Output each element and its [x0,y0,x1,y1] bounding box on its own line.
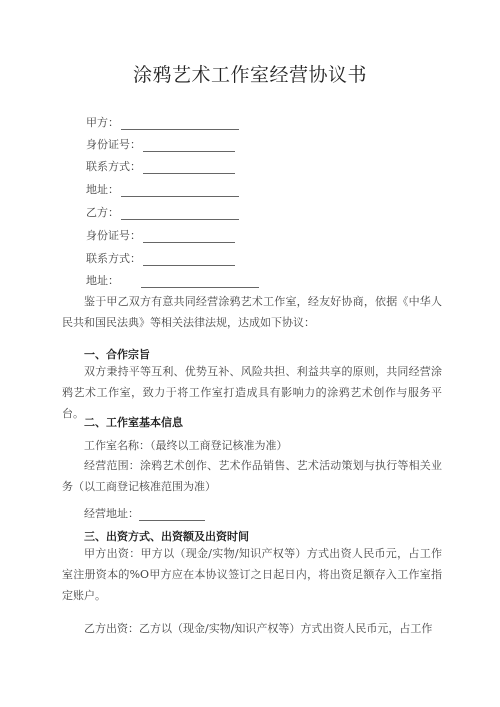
business-address-blank [139,509,205,521]
party-b-address-field [86,272,259,288]
party-b-contribution-paragraph: 乙方出资：乙方以（现金/实物/知识产权等）方式出资人民币元，占工作 [84,622,433,635]
party-b-contact-field [86,250,235,266]
section-3-heading: 三、出资方式、出资额及出资时间 [84,530,249,543]
business-scope-paragraph: 经营范围：涂鸦艺术创作、艺术作品销售、艺术活动策划与执行等相关业务（以工商登记核准范围为准） [62,459,442,493]
party-b-contact-label: 联系方式： [86,252,141,265]
party-b-address-blank [141,276,259,288]
party-a-id-blank [143,140,235,152]
party-a-name-blank [121,118,239,130]
business-address-line [84,505,205,521]
party-a-contribution-paragraph: 甲方出资：甲方以（现金/实物/知识产权等）方式出资人民币元，占工作室注册资本的%O甲方应在本协议签订之日起日内，将出资足额存入工作室指定账户。 [62,547,442,602]
party-b-id-label: 身份证号： [86,229,141,242]
party-a-address-label: 地址： [86,183,119,196]
section-2-heading: 二、工作室基本信息 [84,416,183,429]
party-a-contact-label: 联系方式： [86,160,141,173]
party-b-name-label: 乙方： [86,206,119,219]
studio-name-line: 工作室名称：（最终以工商登记核准为准） [84,439,288,452]
party-b-id-field [86,227,235,243]
party-a-address-blank [121,185,239,197]
party-a-name-field [86,114,239,130]
party-b-id-blank [143,231,235,243]
party-a-address-field [86,181,239,197]
party-a-name-label: 甲方： [86,116,119,129]
party-b-address-label: 地址： [86,274,119,287]
business-address-label: 经营地址： [84,507,139,520]
party-a-contact-field [86,158,235,174]
intro-paragraph: 鉴于甲乙双方有意共同经营涂鸦艺术工作室，经友好协商，依据《中华人民共和国民法典》等相关法律法规，达成如下协议： [62,295,442,329]
party-b-name-blank [121,208,239,220]
party-b-contact-blank [143,254,235,266]
section-1-heading: 一、合作宗旨 [84,348,150,361]
section-1-body: 双方秉持平等互利、优势互补、风险共担、利益共享的原则，共同经营涂鸦艺术工作室，致力于将工作室打造成具有影响力的涂鸦艺术创作与服务平台。 [62,365,442,420]
document-title: 涂鸦艺术工作室经营协议书 [132,64,367,86]
party-a-contact-blank [143,162,235,174]
party-b-name-field [86,204,239,220]
party-a-id-field [86,136,235,152]
party-a-id-label: 身份证号： [86,138,141,151]
